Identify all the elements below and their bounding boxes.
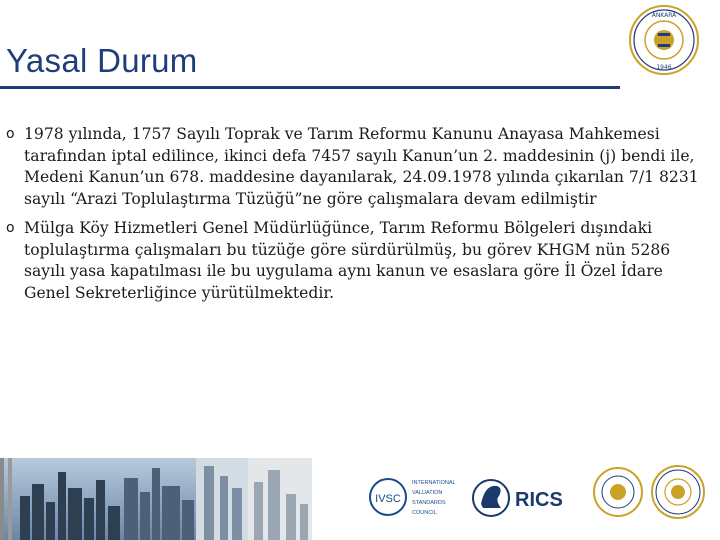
- title-underline: [0, 86, 620, 89]
- university-seal-icon: [628, 4, 700, 76]
- bullet-text: Mülga Köy Hizmetleri Genel Müdürlüğünce, Tarım Reformu Bölgeleri dışındaki toplulaştırma çalışmaları bu tüzüğe göre sürdürülmüş, bu görev KHGM nün 5286 sayılı yasa kapatılması ile bu uygulama aynı kanun ve esaslara göre İl Özel İdare Genel Sekreterliğince yürütülmektedir.: [24, 219, 671, 302]
- svg-text:ANKARA: ANKARA: [651, 12, 677, 19]
- svg-text:INTERNATIONAL: INTERNATIONAL: [412, 480, 456, 486]
- ivsc-label: IVSC: [375, 493, 401, 505]
- city-skyline-image: [0, 458, 312, 540]
- svg-text:VALUATION: VALUATION: [412, 490, 443, 496]
- bullet-text: 1978 yılında, 1757 Sayılı Toprak ve Tarım Reformu Kanunu Anayasa Mahkemesi tarafından iptal edilince, ikinci defa 7457 sayılı Kanun’un 2. maddesinin (j) bendi ile, Medeni Kanun’un 678. maddesine dayanılarak, 24.09.1978 yılında çıkarılan 7/1 8231 sayılı “Arazi Toplulaştırma Tüzüğü”ne göre çalışmalara devam edilmiştir: [24, 125, 699, 208]
- svg-text:COUNCIL: COUNCIL: [412, 510, 437, 516]
- rics-logo: [471, 470, 579, 526]
- list-item: [6, 218, 712, 304]
- bullet-icon: o: [6, 220, 15, 236]
- ivsc-logo: [368, 469, 464, 529]
- rics-label: RICS: [515, 489, 563, 511]
- university-seal-footer-icon: [650, 464, 706, 520]
- list-item: [6, 124, 712, 210]
- seal-year: 1946: [656, 64, 672, 71]
- bullet-icon: o: [6, 126, 15, 142]
- page-title: Yasal Durum: [6, 42, 198, 79]
- gold-seal-icon: [592, 466, 644, 518]
- svg-text:STANDARDS: STANDARDS: [412, 500, 446, 506]
- content-area: [6, 124, 712, 312]
